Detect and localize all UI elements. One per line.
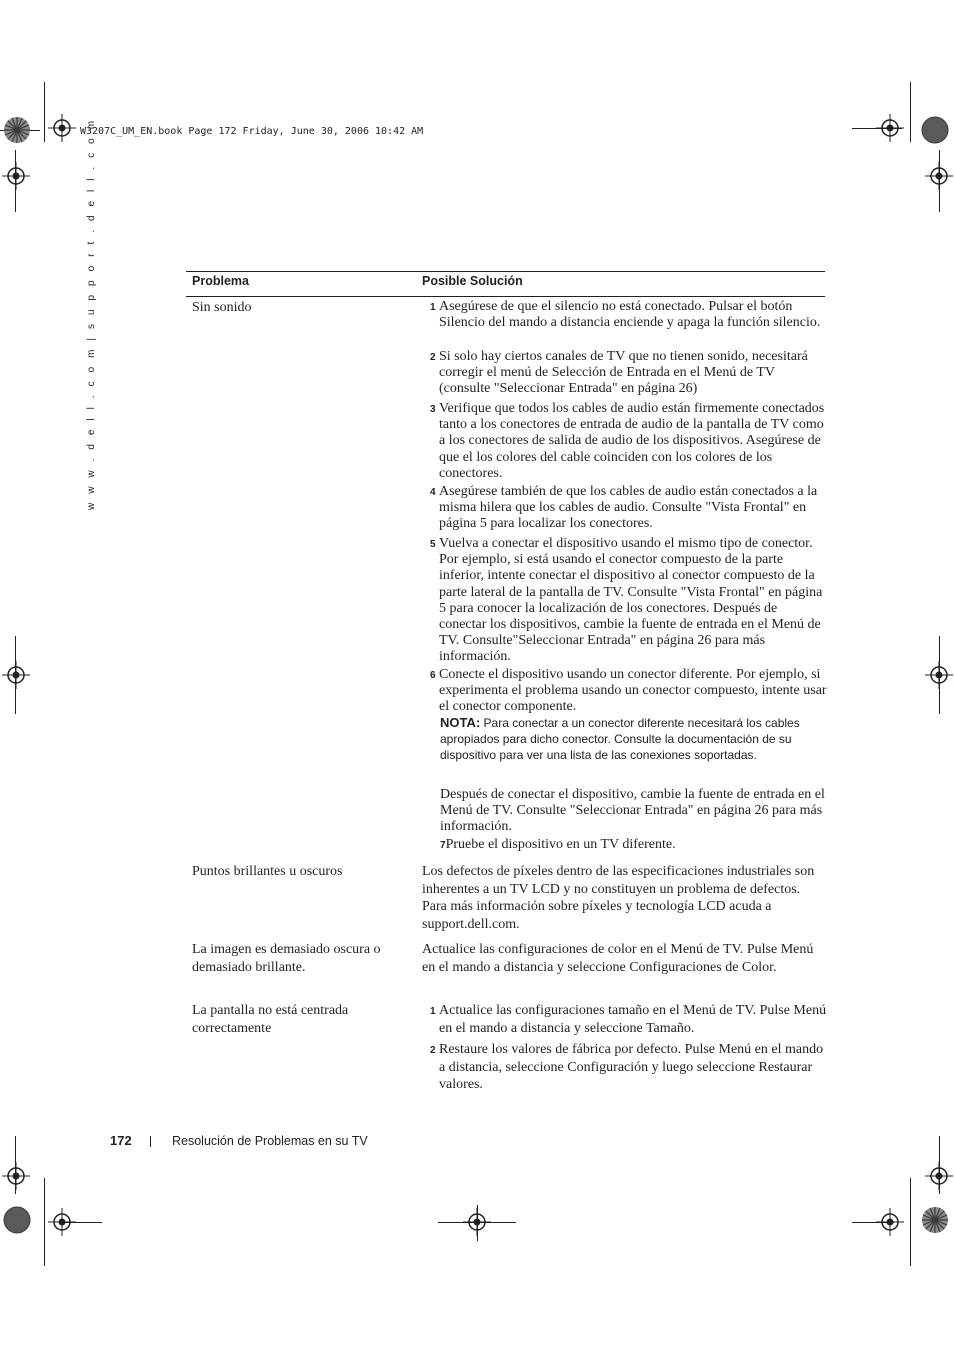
item-number: 2	[430, 1045, 436, 1056]
starburst-target-icon	[3, 116, 31, 144]
table-header-rule	[186, 296, 825, 297]
footer-separator	[150, 1136, 151, 1147]
problem-cell: Puntos brillantes u oscuros	[192, 864, 343, 879]
item-number: 6	[430, 670, 436, 681]
registration-mark-icon	[2, 1162, 30, 1190]
item-number: 3	[430, 404, 436, 415]
registration-mark-icon	[463, 1208, 491, 1236]
after-note-text: Después de conectar el dispositivo, cambie la fuente de entrada en el Menú de TV. Consulte "Seleccionar Entrada" en página 26 para más información.	[440, 787, 825, 835]
solution-item	[440, 837, 828, 854]
registration-mark-icon	[2, 162, 30, 190]
table-top-rule	[186, 271, 825, 272]
item-number: 1	[430, 302, 436, 313]
note-text: Para conectar a un conector diferente necesitará los cables apropiados para dicho conector. Consulte la documentación de su dispositivo para ver una lista de las conexiones soportadas.	[440, 716, 800, 762]
solution-item: Actualice las configuraciones tamaño en el Menú de TV. Pulse Menú en el mando a distancia y seleccione Tamaño.	[439, 1003, 827, 1036]
solution-item: Si solo hay ciertos canales de TV que no tienen sonido, necesitará corregir el menú de Selección de Entrada en el Menú de TV (consulte "Seleccionar Entrada" en página 26)	[439, 349, 808, 397]
item-number: 1	[430, 1006, 436, 1017]
solution-item: Vuelva a conectar el dispositivo usando el mismo tipo de conector. Por ejemplo, si está usando el conector compuesto de la parte inferior, intente conectar el dispositivo al conector compuesto de la parte lateral de la pantalla de TV. Consulte "Vista Frontal" en página 5 para conocer la localización de los conectores. Después de conectar los dispositivos, cambie la fuente de entrada en el Menú de TV. Consulte"Seleccionar Entrada" en página 26 para más información.	[439, 536, 823, 665]
gray-target-icon	[921, 116, 949, 144]
solution-item: Restaure los valores de fábrica por defecto. Pulse Menú en el mando a distancia, seleccione Configuración y luego seleccione Restaurar valores.	[439, 1042, 824, 1092]
note-label: NOTA:	[440, 715, 481, 730]
registration-mark-icon	[48, 114, 76, 142]
solution-cell: Los defectos de píxeles dentro de las especificaciones industriales son inherentes a un TV LCD y no constituyen un problema de defectos. Para más información sobre píxeles y tecnología LCD acuda a support.dell.com.	[422, 864, 815, 932]
item-number: 7	[440, 840, 446, 851]
starburst-target-icon	[921, 1206, 949, 1234]
solution-item: Verifique que todos los cables de audio están firmemente conectados tanto a los conectores de entrada de audio de la pantalla de TV como a los conectores de salida de audio de los dispositivos. Asegúrese de que el los colores del cable coinciden con los colores de los conectores.	[439, 401, 825, 481]
solution-cell: Actualice las configuraciones de color en el Menú de TV. Pulse Menú en el mando a distancia y seleccione Configuraciones de Color.	[422, 942, 814, 975]
header-problem: Problema	[192, 274, 249, 288]
registration-mark-icon	[48, 1208, 76, 1236]
registration-mark-icon	[925, 1162, 953, 1190]
gray-target-icon	[3, 1206, 31, 1234]
registration-mark-icon	[925, 162, 953, 190]
item-number: 2	[430, 352, 436, 363]
item-7-text: Pruebe el dispositivo en un TV diferente.	[445, 837, 676, 852]
book-header-meta: W3207C_UM_EN.book Page 172 Friday, June 30, 2006 10:42 AM	[80, 126, 424, 137]
registration-mark-icon	[876, 1208, 904, 1236]
item-number: 5	[430, 539, 436, 550]
header-solution: Posible Solución	[422, 274, 523, 288]
page-number: 172	[110, 1133, 132, 1148]
solution-item: Asegúrese de que el silencio no está conectado. Pulsar el botón Silencio del mando a distancia enciende y apaga la función silencio.	[439, 299, 821, 331]
registration-mark-icon	[2, 661, 30, 689]
problem-cell: La pantalla no está centrada correctamente	[192, 1003, 349, 1036]
footer-section-title: Resolución de Problemas en su TV	[172, 1134, 368, 1148]
note-block	[440, 715, 828, 763]
registration-mark-icon	[925, 661, 953, 689]
problem-cell: La imagen es demasiado oscura o demasiado brillante.	[192, 942, 381, 975]
solution-item: Asegúrese también de que los cables de audio están conectados a la misma hilera que los cables de audio. Consulte "Vista Frontal" en página 5 para localizar los conectores.	[439, 484, 818, 532]
item-number: 4	[430, 487, 436, 498]
registration-mark-icon	[876, 114, 904, 142]
side-url: w w w . d e l l . c o m | s u p p o r t . d e l l . c o m	[86, 117, 97, 510]
solution-item: Conecte el dispositivo usando un conector diferente. Por ejemplo, si experimenta el problema usando un conector compuesto, intente usar el conector componente.	[439, 667, 827, 715]
problem-cell: Sin sonido	[192, 300, 252, 315]
